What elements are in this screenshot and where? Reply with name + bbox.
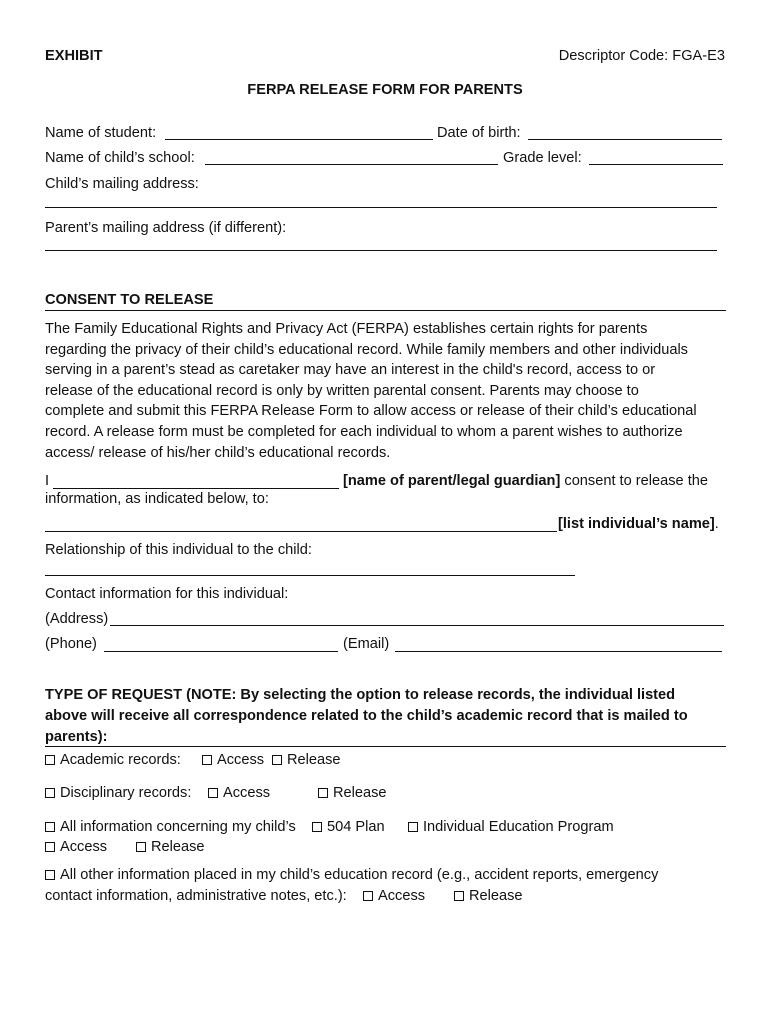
date-of-birth-label: Date of birth:: [437, 125, 521, 141]
release-label: Release: [469, 888, 523, 904]
checkbox[interactable]: [318, 788, 328, 798]
consent-line: record. A release form must be completed for each individual to whom a parent wishes to authorize: [45, 423, 683, 440]
access-label: Access: [60, 839, 108, 855]
parent-mailing-label: Parent’s mailing address (if different):: [45, 220, 287, 236]
phone-field[interactable]: [104, 651, 338, 652]
academic-release-option[interactable]: [272, 751, 341, 769]
disciplinary-checkbox[interactable]: [45, 788, 55, 798]
school-name-field[interactable]: [205, 164, 498, 165]
checkbox[interactable]: [45, 842, 55, 852]
access-label: Access: [217, 752, 265, 768]
consent-line: serving in a parent’s stead as caretaker may have an interest in the child's record, access to or: [45, 362, 656, 379]
address-field[interactable]: [110, 625, 724, 626]
other-info-line2: contact information, administrative notes, etc.):: [45, 888, 347, 904]
checkbox[interactable]: [363, 891, 373, 901]
disciplinary-release-option[interactable]: [318, 784, 387, 802]
consent-paragraph: [45, 319, 735, 463]
contact-info-label: Contact information for this individual:: [45, 586, 289, 602]
name-of-student-label: Name of student:: [45, 125, 157, 141]
academic-row: [45, 751, 181, 769]
consent-line: regarding the privacy of their child’s educational record. While family members and other individuals: [45, 341, 688, 358]
individual-name-field[interactable]: [45, 531, 557, 532]
release-label: Release: [151, 839, 205, 855]
other-info-row: [45, 866, 658, 884]
checkbox[interactable]: [272, 755, 282, 765]
release-label: Release: [333, 785, 387, 801]
list-name-bracket: [list individual’s name]: [558, 516, 715, 532]
academic-checkbox[interactable]: [45, 755, 55, 765]
academic-access-option[interactable]: [202, 751, 264, 769]
plan504-label: 504 Plan: [327, 819, 385, 835]
checkbox[interactable]: [136, 842, 146, 852]
guardian-name-field[interactable]: [53, 488, 339, 489]
disciplinary-row: [45, 784, 191, 802]
guardian-consent-text: [343, 472, 708, 490]
request-divider: [45, 746, 726, 747]
period: .: [714, 516, 719, 532]
consent-line: release of the educational record is only by written parental consent. Parents may choose to: [45, 382, 639, 399]
child-mailing-label: Child’s mailing address:: [45, 176, 199, 192]
grade-level-label: Grade level:: [503, 150, 582, 166]
academic-label: Academic records:: [60, 752, 181, 768]
plan504-option[interactable]: [312, 818, 385, 836]
consent-heading: CONSENT TO RELEASE: [45, 292, 214, 308]
name-of-student-field[interactable]: [165, 139, 433, 140]
exhibit-label: EXHIBIT: [45, 48, 103, 64]
request-heading-line: above will receive all correspondence related to the child’s academic record that is mailed to: [45, 708, 688, 724]
relationship-label: Relationship of this individual to the child:: [45, 542, 312, 558]
i-label: I: [45, 473, 50, 489]
consent-text: consent to release the: [564, 473, 708, 489]
school-name-label: Name of child’s school:: [45, 150, 195, 166]
descriptor-code: Descriptor Code: FGA-E3: [558, 48, 725, 64]
all-info-checkbox[interactable]: [45, 822, 55, 832]
all-info-access-option[interactable]: [45, 838, 107, 856]
other-access-option[interactable]: [363, 887, 425, 905]
request-heading: [45, 685, 735, 748]
list-name-text: [558, 515, 719, 533]
checkbox[interactable]: [454, 891, 464, 901]
consent-line: The Family Educational Rights and Privacy Act (FERPA) establishes certain rights for parents: [45, 321, 648, 337]
other-info-checkbox[interactable]: [45, 870, 55, 880]
grade-level-field[interactable]: [589, 164, 723, 165]
phone-label: (Phone): [45, 636, 97, 652]
other-release-option[interactable]: [454, 887, 523, 905]
checkbox[interactable]: [312, 822, 322, 832]
disciplinary-label: Disciplinary records:: [60, 785, 192, 801]
consent-divider: [45, 310, 726, 311]
consent-line: access/ release of his/her child’s educational records.: [45, 444, 391, 461]
form-title: FERPA RELEASE FORM FOR PARENTS: [247, 82, 523, 98]
all-info-release-option[interactable]: [136, 838, 205, 856]
email-field[interactable]: [395, 651, 722, 652]
info-line: information, as indicated below, to:: [45, 491, 269, 507]
relationship-field[interactable]: [45, 575, 575, 576]
request-heading-line: TYPE OF REQUEST (NOTE: By selecting the option to release records, the individual listed: [45, 687, 676, 703]
request-heading-line: parents):: [45, 729, 108, 745]
access-label: Access: [378, 888, 426, 904]
disciplinary-access-option[interactable]: [208, 784, 270, 802]
child-mailing-field[interactable]: [45, 207, 717, 208]
email-label: (Email): [343, 636, 390, 652]
all-info-label: All information concerning my child’s: [60, 819, 296, 835]
checkbox[interactable]: [208, 788, 218, 798]
checkbox[interactable]: [408, 822, 418, 832]
checkbox[interactable]: [202, 755, 212, 765]
guardian-bracket: [name of parent/legal guardian]: [343, 473, 561, 489]
access-label: Access: [223, 785, 271, 801]
iep-label: Individual Education Program: [423, 819, 614, 835]
all-info-row: [45, 818, 296, 836]
release-label: Release: [287, 752, 341, 768]
date-of-birth-field[interactable]: [528, 139, 722, 140]
consent-line: complete and submit this FERPA Release Form to allow access or release of their child’s educational: [45, 403, 697, 420]
address-label: (Address): [45, 611, 109, 627]
parent-mailing-field[interactable]: [45, 250, 717, 251]
other-info-label: All other information placed in my child’s education record (e.g., accident reports, emergency: [60, 867, 659, 883]
iep-option[interactable]: [408, 818, 614, 836]
